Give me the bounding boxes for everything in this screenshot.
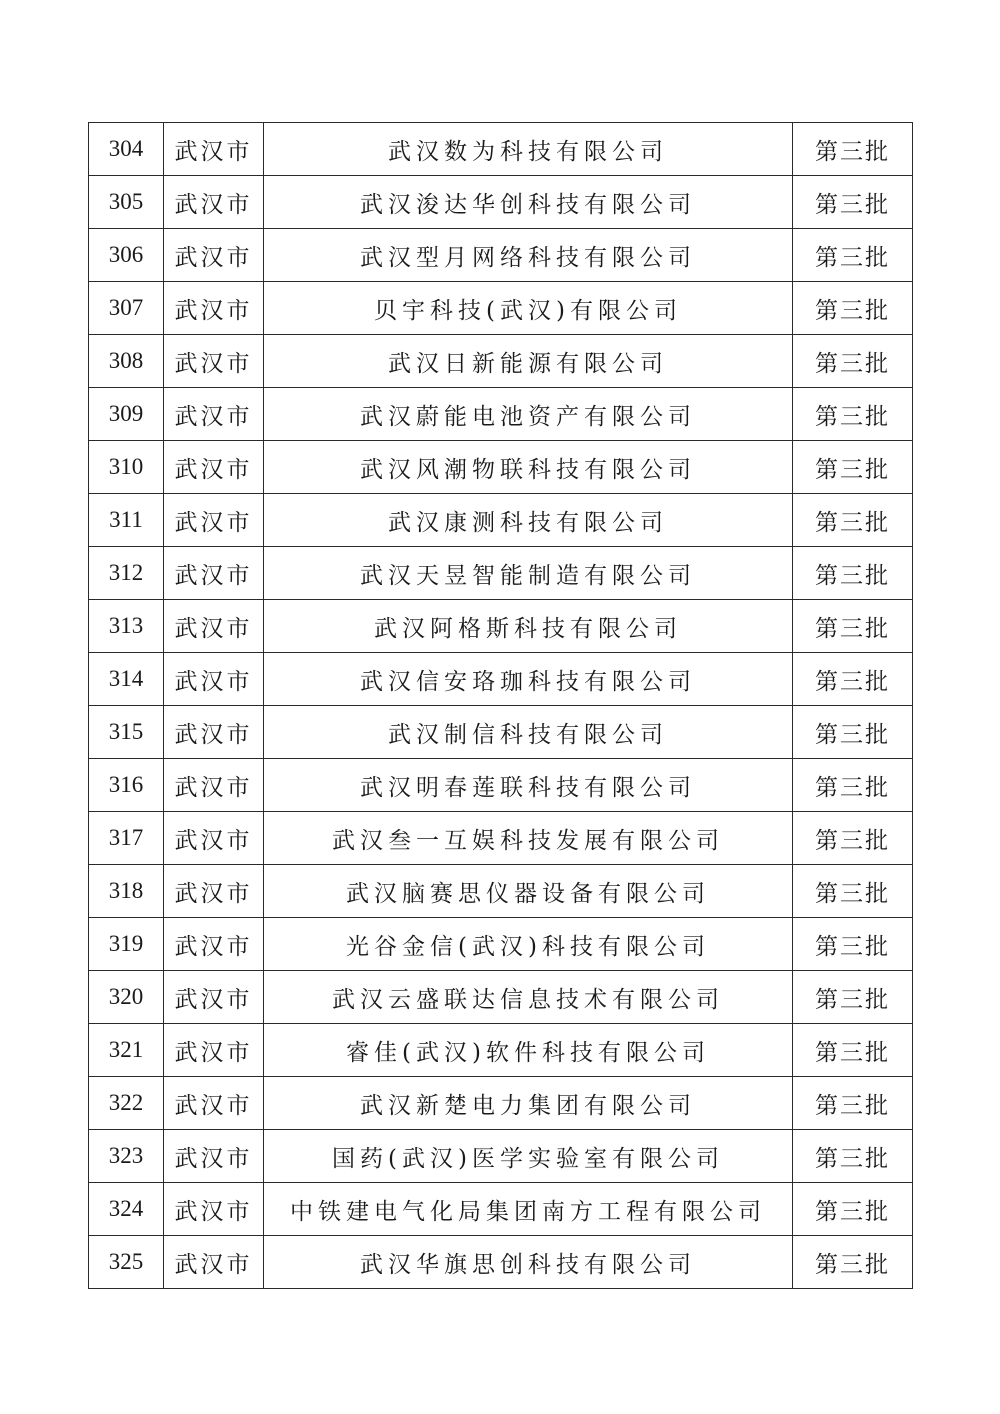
city-cell: 武汉市: [164, 1077, 264, 1130]
batch-cell: 第三批: [793, 706, 913, 759]
city-cell: 武汉市: [164, 282, 264, 335]
company-name-cell: 武汉信安珞珈科技有限公司: [264, 653, 793, 706]
row-number-cell: 314: [89, 653, 164, 706]
batch-cell: 第三批: [793, 335, 913, 388]
batch-cell: 第三批: [793, 1024, 913, 1077]
batch-cell: 第三批: [793, 971, 913, 1024]
city-cell: 武汉市: [164, 388, 264, 441]
row-number-cell: 318: [89, 865, 164, 918]
city-cell: 武汉市: [164, 971, 264, 1024]
row-number-cell: 319: [89, 918, 164, 971]
company-name-cell: 武汉叁一互娱科技发展有限公司: [264, 812, 793, 865]
city-cell: 武汉市: [164, 759, 264, 812]
batch-cell: 第三批: [793, 600, 913, 653]
table-body: [89, 123, 913, 1289]
batch-cell: 第三批: [793, 812, 913, 865]
row-number-cell: 321: [89, 1024, 164, 1077]
company-name-cell: 武汉风潮物联科技有限公司: [264, 441, 793, 494]
batch-cell: 第三批: [793, 918, 913, 971]
city-cell: 武汉市: [164, 1183, 264, 1236]
city-cell: 武汉市: [164, 812, 264, 865]
batch-cell: 第三批: [793, 229, 913, 282]
batch-cell: 第三批: [793, 759, 913, 812]
company-name-cell: 国药(武汉)医学实验室有限公司: [264, 1130, 793, 1183]
row-number-cell: 313: [89, 600, 164, 653]
company-name-cell: 武汉脑赛思仪器设备有限公司: [264, 865, 793, 918]
row-number-cell: 311: [89, 494, 164, 547]
row-number-cell: 309: [89, 388, 164, 441]
city-cell: 武汉市: [164, 918, 264, 971]
row-number-cell: 310: [89, 441, 164, 494]
batch-cell: 第三批: [793, 865, 913, 918]
batch-cell: 第三批: [793, 547, 913, 600]
table-row: [89, 971, 913, 1024]
table-row: [89, 282, 913, 335]
city-cell: 武汉市: [164, 335, 264, 388]
row-number-cell: 307: [89, 282, 164, 335]
row-number-cell: 325: [89, 1236, 164, 1289]
city-cell: 武汉市: [164, 229, 264, 282]
city-cell: 武汉市: [164, 706, 264, 759]
table-row: [89, 759, 913, 812]
table-row: [89, 600, 913, 653]
row-number-cell: 306: [89, 229, 164, 282]
city-cell: 武汉市: [164, 1130, 264, 1183]
company-name-cell: 武汉华旗思创科技有限公司: [264, 1236, 793, 1289]
company-name-cell: 睿佳(武汉)软件科技有限公司: [264, 1024, 793, 1077]
batch-cell: 第三批: [793, 441, 913, 494]
row-number-cell: 320: [89, 971, 164, 1024]
table-row: [89, 812, 913, 865]
city-cell: 武汉市: [164, 600, 264, 653]
table-row: [89, 1236, 913, 1289]
batch-cell: 第三批: [793, 1236, 913, 1289]
company-name-cell: 武汉日新能源有限公司: [264, 335, 793, 388]
table-row: [89, 229, 913, 282]
company-name-cell: 武汉浚达华创科技有限公司: [264, 176, 793, 229]
table-row: [89, 1024, 913, 1077]
city-cell: 武汉市: [164, 547, 264, 600]
company-name-cell: 武汉天昱智能制造有限公司: [264, 547, 793, 600]
city-cell: 武汉市: [164, 653, 264, 706]
table-row: [89, 706, 913, 759]
company-name-cell: 武汉新楚电力集团有限公司: [264, 1077, 793, 1130]
company-name-cell: 武汉数为科技有限公司: [264, 123, 793, 176]
table-row: [89, 494, 913, 547]
company-name-cell: 武汉明春莲联科技有限公司: [264, 759, 793, 812]
row-number-cell: 305: [89, 176, 164, 229]
batch-cell: 第三批: [793, 388, 913, 441]
row-number-cell: 316: [89, 759, 164, 812]
company-name-cell: 武汉阿格斯科技有限公司: [264, 600, 793, 653]
batch-cell: 第三批: [793, 282, 913, 335]
table-row: [89, 388, 913, 441]
batch-cell: 第三批: [793, 123, 913, 176]
row-number-cell: 312: [89, 547, 164, 600]
row-number-cell: 317: [89, 812, 164, 865]
company-name-cell: 武汉康测科技有限公司: [264, 494, 793, 547]
city-cell: 武汉市: [164, 1236, 264, 1289]
table-row: [89, 1130, 913, 1183]
table-row: [89, 123, 913, 176]
city-cell: 武汉市: [164, 494, 264, 547]
batch-cell: 第三批: [793, 1077, 913, 1130]
row-number-cell: 315: [89, 706, 164, 759]
row-number-cell: 304: [89, 123, 164, 176]
row-number-cell: 308: [89, 335, 164, 388]
table-row: [89, 653, 913, 706]
batch-cell: 第三批: [793, 494, 913, 547]
table-row: [89, 1183, 913, 1236]
batch-cell: 第三批: [793, 1183, 913, 1236]
batch-cell: 第三批: [793, 176, 913, 229]
city-cell: 武汉市: [164, 441, 264, 494]
table-row: [89, 547, 913, 600]
city-cell: 武汉市: [164, 1024, 264, 1077]
city-cell: 武汉市: [164, 176, 264, 229]
company-name-cell: 武汉蔚能电池资产有限公司: [264, 388, 793, 441]
table-row: [89, 865, 913, 918]
company-name-cell: 武汉制信科技有限公司: [264, 706, 793, 759]
company-name-cell: 光谷金信(武汉)科技有限公司: [264, 918, 793, 971]
city-cell: 武汉市: [164, 865, 264, 918]
company-name-cell: 武汉型月网络科技有限公司: [264, 229, 793, 282]
company-list-table: [88, 122, 913, 1289]
table-row: [89, 918, 913, 971]
table-row: [89, 1077, 913, 1130]
table-row: [89, 335, 913, 388]
company-name-cell: 武汉云盛联达信息技术有限公司: [264, 971, 793, 1024]
batch-cell: 第三批: [793, 1130, 913, 1183]
city-cell: 武汉市: [164, 123, 264, 176]
table-row: [89, 176, 913, 229]
row-number-cell: 324: [89, 1183, 164, 1236]
row-number-cell: 322: [89, 1077, 164, 1130]
company-name-cell: 贝宇科技(武汉)有限公司: [264, 282, 793, 335]
row-number-cell: 323: [89, 1130, 164, 1183]
batch-cell: 第三批: [793, 653, 913, 706]
table-row: [89, 441, 913, 494]
company-name-cell: 中铁建电气化局集团南方工程有限公司: [264, 1183, 793, 1236]
